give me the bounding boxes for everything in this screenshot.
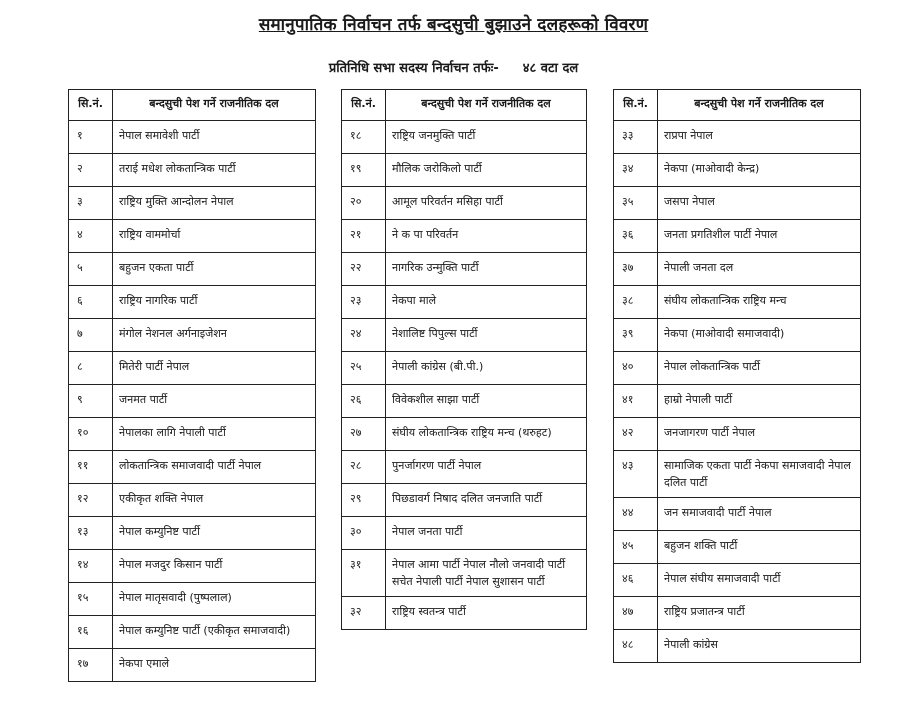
party-name-cell: नेशालिष्ट पिपुल्स पार्टी bbox=[386, 319, 587, 352]
party-name-cell: एकीकृत शक्ति नेपाल bbox=[113, 484, 316, 517]
table-row bbox=[614, 253, 861, 286]
serial-number-cell: ६ bbox=[69, 286, 113, 319]
party-column-header: बन्दसुची पेश गर्ने राजनीतिक दल bbox=[386, 90, 587, 121]
table-row bbox=[69, 451, 316, 484]
table-row bbox=[342, 220, 587, 253]
party-name-cell: बहुजन एकता पार्टी bbox=[113, 253, 316, 286]
party-name-cell: राष्ट्रिय जनमुक्ति पार्टी bbox=[386, 121, 587, 154]
party-name-cell: नेपाली जनता दल bbox=[658, 253, 861, 286]
party-name-cell: राष्ट्रिय प्रजातन्त्र पार्टी bbox=[658, 597, 861, 630]
party-name-cell: नेपालका लागि नेपाली पार्टी bbox=[113, 418, 316, 451]
party-name-cell: नागरिक उन्मुक्ति पार्टी bbox=[386, 253, 587, 286]
table-row bbox=[614, 319, 861, 352]
table-row bbox=[342, 385, 587, 418]
serial-number-cell: १९ bbox=[342, 154, 386, 187]
serial-number-cell: १८ bbox=[342, 121, 386, 154]
party-name-cell: आमूल परिवर्तन मसिहा पार्टी bbox=[386, 187, 587, 220]
sn-column-header: सि.नं. bbox=[69, 90, 113, 121]
table-row bbox=[342, 187, 587, 220]
serial-number-cell: २१ bbox=[342, 220, 386, 253]
table-row bbox=[342, 597, 587, 630]
table-row bbox=[69, 154, 316, 187]
serial-number-cell: ४ bbox=[69, 220, 113, 253]
party-name-cell: लोकतान्त्रिक समाजवादी पार्टी नेपाल bbox=[113, 451, 316, 484]
party-name-cell: ने क पा परिवर्तन bbox=[386, 220, 587, 253]
serial-number-cell: ४० bbox=[614, 352, 658, 385]
party-name-cell: जनता प्रगतिशील पार्टी नेपाल bbox=[658, 220, 861, 253]
table-header-row bbox=[69, 90, 316, 121]
party-name-cell: नेपाल कम्युनिष्ट पार्टी (एकीकृत समाजवादी) bbox=[113, 616, 316, 649]
table-row bbox=[69, 220, 316, 253]
party-name-cell: नेपाल मजदुर किसान पार्टी bbox=[113, 550, 316, 583]
serial-number-cell: ३३ bbox=[614, 121, 658, 154]
table-row bbox=[342, 121, 587, 154]
table-row bbox=[69, 121, 316, 154]
document-subtitle bbox=[0, 58, 907, 76]
table-header-row bbox=[614, 90, 861, 121]
serial-number-cell: २९ bbox=[342, 484, 386, 517]
party-name-cell: विवेकशील साझा पार्टी bbox=[386, 385, 587, 418]
table-row bbox=[69, 187, 316, 220]
table-row bbox=[342, 517, 587, 550]
party-name-cell: पिछडावर्ग निषाद दलित जनजाति पार्टी bbox=[386, 484, 587, 517]
serial-number-cell: ३७ bbox=[614, 253, 658, 286]
table-row bbox=[614, 220, 861, 253]
party-name-cell: सामाजिक एकता पार्टी नेकपा समाजवादी नेपाल दलित पार्टी bbox=[658, 451, 861, 498]
party-name-cell: नेकपा माले bbox=[386, 286, 587, 319]
table-row bbox=[69, 484, 316, 517]
party-count: ४८ वटा दल bbox=[522, 61, 579, 76]
serial-number-cell: ३८ bbox=[614, 286, 658, 319]
serial-number-cell: १२ bbox=[69, 484, 113, 517]
serial-number-cell: ५ bbox=[69, 253, 113, 286]
table-row bbox=[614, 385, 861, 418]
serial-number-cell: ३१ bbox=[342, 550, 386, 597]
party-name-cell: जनजागरण पार्टी नेपाल bbox=[658, 418, 861, 451]
table-row bbox=[614, 187, 861, 220]
serial-number-cell: ४२ bbox=[614, 418, 658, 451]
table-row bbox=[69, 649, 316, 682]
serial-number-cell: ३ bbox=[69, 187, 113, 220]
table-row bbox=[342, 154, 587, 187]
serial-number-cell: २ bbox=[69, 154, 113, 187]
party-name-cell: नेपाल मातृसवादी (पुष्पलाल) bbox=[113, 583, 316, 616]
table-row bbox=[69, 385, 316, 418]
table-row bbox=[69, 583, 316, 616]
table-row bbox=[342, 550, 587, 597]
table-row bbox=[342, 484, 587, 517]
table-row bbox=[614, 286, 861, 319]
party-table-body bbox=[342, 121, 587, 630]
party-column-header: बन्दसुची पेश गर्ने राजनीतिक दल bbox=[113, 90, 316, 121]
table-row bbox=[69, 352, 316, 385]
table-row bbox=[69, 286, 316, 319]
party-name-cell: नेपाल जनता पार्टी bbox=[386, 517, 587, 550]
party-name-cell: राष्ट्रिय मुक्ति आन्दोलन नेपाल bbox=[113, 187, 316, 220]
party-table-body bbox=[614, 121, 861, 663]
party-name-cell: नेकपा (माओवादी समाजवादी) bbox=[658, 319, 861, 352]
table-row bbox=[342, 286, 587, 319]
party-name-cell: नेकपा (माओवादी केन्द्र) bbox=[658, 154, 861, 187]
table-row bbox=[69, 550, 316, 583]
table-row bbox=[69, 319, 316, 352]
table-row bbox=[342, 418, 587, 451]
table-row bbox=[614, 630, 861, 663]
serial-number-cell: ४३ bbox=[614, 451, 658, 498]
serial-number-cell: २७ bbox=[342, 418, 386, 451]
serial-number-cell: ४७ bbox=[614, 597, 658, 630]
party-name-cell: नेपाल आमा पार्टी नेपाल नौलो जनवादी पार्टी सचेत नेपाली पार्टी नेपाल सुशासन पार्टी bbox=[386, 550, 587, 597]
serial-number-cell: १५ bbox=[69, 583, 113, 616]
serial-number-cell: २६ bbox=[342, 385, 386, 418]
serial-number-cell: ३० bbox=[342, 517, 386, 550]
serial-number-cell: ८ bbox=[69, 352, 113, 385]
sn-column-header: सि.नं. bbox=[342, 90, 386, 121]
party-name-cell: तराई मधेश लोकतान्त्रिक पार्टी bbox=[113, 154, 316, 187]
party-name-cell: मंगोल नेशनल अर्गनाइजेशन bbox=[113, 319, 316, 352]
table-row bbox=[614, 418, 861, 451]
serial-number-cell: २५ bbox=[342, 352, 386, 385]
table-row bbox=[342, 253, 587, 286]
party-name-cell: नेपाल समावेशी पार्टी bbox=[113, 121, 316, 154]
serial-number-cell: ४६ bbox=[614, 564, 658, 597]
party-name-cell: मौलिक जरोकिलो पार्टी bbox=[386, 154, 587, 187]
serial-number-cell: १० bbox=[69, 418, 113, 451]
party-name-cell: जन समाजवादी पार्टी नेपाल bbox=[658, 498, 861, 531]
sn-column-header: सि.नं. bbox=[614, 90, 658, 121]
document-title: समानुपातिक निर्वाचन तर्फ बन्दसुची बुझाउने दलहरूको विवरण bbox=[258, 15, 649, 35]
party-name-cell: संघीय लोकतान्त्रिक राष्ट्रिय मन्च (थरुहट) bbox=[386, 418, 587, 451]
serial-number-cell: ४८ bbox=[614, 630, 658, 663]
table-row bbox=[69, 616, 316, 649]
party-name-cell: राष्ट्रिय स्वतन्त्र पार्टी bbox=[386, 597, 587, 630]
serial-number-cell: १७ bbox=[69, 649, 113, 682]
serial-number-cell: ४१ bbox=[614, 385, 658, 418]
serial-number-cell: ३५ bbox=[614, 187, 658, 220]
party-name-cell: बहुजन शक्ति पार्टी bbox=[658, 531, 861, 564]
serial-number-cell: २३ bbox=[342, 286, 386, 319]
party-name-cell: जसपा नेपाल bbox=[658, 187, 861, 220]
party-table-3 bbox=[613, 89, 861, 663]
party-name-cell: राष्ट्रिय नागरिक पार्टी bbox=[113, 286, 316, 319]
table-row bbox=[614, 564, 861, 597]
serial-number-cell: ३९ bbox=[614, 319, 658, 352]
serial-number-cell: ३४ bbox=[614, 154, 658, 187]
serial-number-cell: १३ bbox=[69, 517, 113, 550]
serial-number-cell: ३२ bbox=[342, 597, 386, 630]
table-row bbox=[342, 352, 587, 385]
party-name-cell: राप्रपा नेपाल bbox=[658, 121, 861, 154]
table-header-row bbox=[342, 90, 587, 121]
party-name-cell: नेपाल कम्युनिष्ट पार्टी bbox=[113, 517, 316, 550]
party-name-cell: नेपाल संघीय समाजवादी पार्टी bbox=[658, 564, 861, 597]
serial-number-cell: ७ bbox=[69, 319, 113, 352]
party-name-cell: नेपाली कांग्रेस bbox=[658, 630, 861, 663]
table-row bbox=[342, 451, 587, 484]
subtitle-label: प्रतिनिधि सभा सदस्य निर्वाचन तर्फः- bbox=[328, 61, 499, 76]
party-name-cell: मितेरी पार्टी नेपाल bbox=[113, 352, 316, 385]
serial-number-cell: ९ bbox=[69, 385, 113, 418]
party-table-1 bbox=[68, 89, 316, 682]
party-table-body bbox=[69, 121, 316, 682]
serial-number-cell: ४४ bbox=[614, 498, 658, 531]
serial-number-cell: २८ bbox=[342, 451, 386, 484]
serial-number-cell: १६ bbox=[69, 616, 113, 649]
party-name-cell: नेपाली कांग्रेस (बी.पी.) bbox=[386, 352, 587, 385]
table-row bbox=[614, 451, 861, 498]
table-row bbox=[614, 498, 861, 531]
table-row bbox=[614, 121, 861, 154]
table-row bbox=[614, 352, 861, 385]
party-name-cell: पुनर्जागरण पार्टी नेपाल bbox=[386, 451, 587, 484]
party-name-cell: जनमत पार्टी bbox=[113, 385, 316, 418]
table-row bbox=[614, 597, 861, 630]
table-row bbox=[614, 154, 861, 187]
party-name-cell: हाम्रो नेपाली पार्टी bbox=[658, 385, 861, 418]
serial-number-cell: १ bbox=[69, 121, 113, 154]
party-column-header: बन्दसुची पेश गर्ने राजनीतिक दल bbox=[658, 90, 861, 121]
serial-number-cell: २० bbox=[342, 187, 386, 220]
party-name-cell: नेकपा एमाले bbox=[113, 649, 316, 682]
party-name-cell: संघीय लोकतान्त्रिक राष्ट्रिय मन्च bbox=[658, 286, 861, 319]
party-name-cell: नेपाल लोकतान्त्रिक पार्टी bbox=[658, 352, 861, 385]
table-row bbox=[69, 253, 316, 286]
serial-number-cell: ११ bbox=[69, 451, 113, 484]
serial-number-cell: २४ bbox=[342, 319, 386, 352]
serial-number-cell: ४५ bbox=[614, 531, 658, 564]
party-table-2 bbox=[341, 89, 587, 630]
table-row bbox=[342, 319, 587, 352]
table-row bbox=[69, 418, 316, 451]
serial-number-cell: १४ bbox=[69, 550, 113, 583]
table-row bbox=[69, 517, 316, 550]
table-row bbox=[614, 531, 861, 564]
serial-number-cell: २२ bbox=[342, 253, 386, 286]
serial-number-cell: ३६ bbox=[614, 220, 658, 253]
party-name-cell: राष्ट्रिय वाममोर्चा bbox=[113, 220, 316, 253]
